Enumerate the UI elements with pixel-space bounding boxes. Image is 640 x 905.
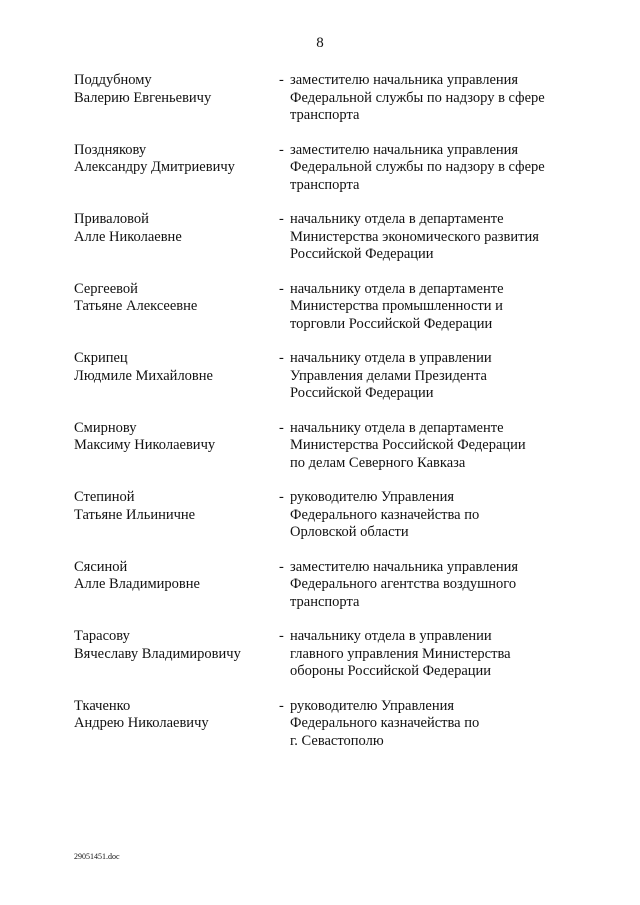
person-surname: Сясиной	[74, 558, 128, 575]
person-given-names: Татьяне Алексеевне	[74, 298, 198, 314]
person-given-names: Алле Николаевне	[74, 228, 182, 245]
document-file-code: 29051451.doc	[74, 852, 120, 861]
position-line: начальнику отдела в департаменте	[290, 280, 504, 297]
dash-separator: -	[279, 72, 284, 88]
list-item	[74, 142, 574, 212]
position-description	[290, 489, 570, 542]
position-line: транспорта	[290, 593, 360, 610]
dash-separator: -	[279, 489, 284, 505]
person-given-names: Алле Владимировне	[74, 576, 200, 592]
position-line: Министерства экономического развития	[290, 228, 539, 245]
person-name	[74, 628, 279, 663]
person-surname: Приваловой	[74, 211, 149, 227]
position-line: главного управления Министерства	[290, 645, 511, 662]
person-surname: Ткаченко	[74, 697, 131, 714]
list-item	[74, 628, 574, 698]
list-item	[74, 489, 574, 559]
position-line: руководителю Управления	[290, 697, 455, 714]
person-name	[74, 142, 279, 177]
person-surname: Скрипец	[74, 350, 128, 366]
position-line: руководителю Управления	[290, 489, 455, 505]
person-given-names: Андрею Николаевичу	[74, 715, 209, 731]
person-name	[74, 420, 279, 455]
position-line: по делам Северного Кавказа	[290, 454, 466, 471]
position-line: Российской Федерации	[290, 385, 434, 401]
position-line: начальнику отдела в департаменте	[290, 419, 504, 436]
dash-separator: -	[279, 697, 284, 714]
list-item	[74, 281, 574, 351]
page-number: 8	[316, 35, 324, 51]
position-line: начальнику отдела в управлении	[290, 628, 492, 644]
person-name	[74, 559, 279, 594]
position-description	[290, 698, 570, 751]
person-name	[74, 211, 279, 246]
list-item	[74, 698, 574, 768]
person-name	[74, 281, 279, 316]
list-item	[74, 72, 574, 142]
person-surname: Поддубному	[74, 72, 152, 88]
position-description	[290, 420, 570, 473]
position-line: г. Севастополю	[290, 732, 384, 749]
position-line: Орловской области	[290, 524, 409, 540]
position-line: Федеральной службы по надзору в сфере	[290, 89, 545, 106]
position-line: начальнику отдела в управлении	[290, 350, 492, 366]
list-item	[74, 211, 574, 281]
person-given-names: Валерию Евгеньевичу	[74, 89, 212, 106]
position-line: Министерства промышленности и	[290, 298, 503, 314]
position-description	[290, 350, 570, 403]
position-line: транспорта	[290, 176, 360, 193]
list-item	[74, 350, 574, 420]
dash-separator: -	[279, 141, 284, 158]
position-description	[290, 142, 570, 195]
position-description	[290, 628, 570, 681]
dash-separator: -	[279, 558, 284, 575]
dash-separator: -	[279, 211, 284, 227]
dash-separator: -	[279, 628, 284, 644]
person-given-names: Максиму Николаевичу	[74, 437, 216, 453]
list-item	[74, 559, 574, 629]
position-line: торговли Российской Федерации	[290, 315, 493, 332]
position-line: заместителю начальника управления	[290, 141, 519, 158]
dash-separator: -	[279, 419, 284, 436]
position-line: Федерального казначейства по	[290, 506, 480, 523]
position-line: Федеральной службы по надзору в сфере	[290, 159, 545, 175]
person-given-names: Вячеславу Владимировичу	[74, 645, 241, 662]
person-surname: Позднякову	[74, 141, 147, 158]
person-name	[74, 698, 279, 733]
dash-separator: -	[279, 350, 284, 366]
position-description	[290, 281, 570, 334]
position-line: обороны Российской Федерации	[290, 663, 492, 679]
position-line: Федерального казначейства по	[290, 715, 480, 731]
person-surname: Смирнову	[74, 419, 137, 436]
person-given-names: Александру Дмитриевичу	[74, 159, 235, 175]
person-name	[74, 350, 279, 385]
appointment-list	[74, 72, 574, 767]
dash-separator: -	[279, 280, 284, 297]
person-surname: Сергеевой	[74, 280, 138, 297]
position-line: Федерального агентства воздушного	[290, 576, 517, 592]
position-line: заместителю начальника управления	[290, 72, 519, 88]
position-line: Министерства Российской Федерации	[290, 437, 526, 453]
position-line: Управления делами Президента	[290, 367, 487, 384]
position-description	[290, 559, 570, 612]
person-surname: Степиной	[74, 489, 135, 505]
position-line: транспорта	[290, 107, 360, 123]
person-name	[74, 72, 279, 107]
position-line: Российской Федерации	[290, 246, 434, 262]
person-name	[74, 489, 279, 524]
person-given-names: Татьяне Ильиничне	[74, 506, 196, 523]
person-given-names: Людмиле Михайловне	[74, 367, 213, 384]
list-item	[74, 420, 574, 490]
position-description	[290, 72, 570, 125]
position-line: заместителю начальника управления	[290, 558, 519, 575]
position-line: начальнику отдела в департаменте	[290, 211, 504, 227]
person-surname: Тарасову	[74, 628, 130, 644]
position-description	[290, 211, 570, 264]
